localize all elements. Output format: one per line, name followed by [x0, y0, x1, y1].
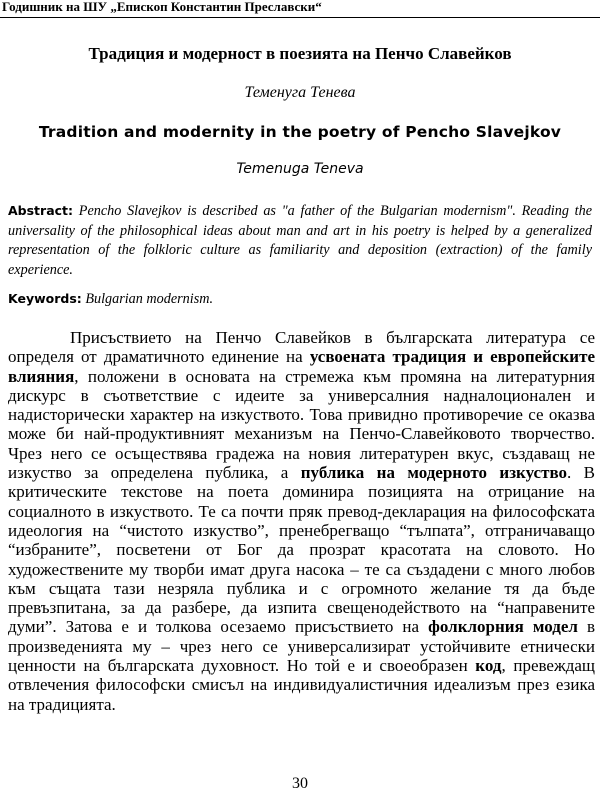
- keywords-label: Keywords:: [8, 291, 82, 306]
- author-name-bulgarian: Теменуга Тенева: [244, 84, 356, 101]
- author-name-english: Temenuga Teneva: [236, 161, 364, 177]
- running-header: [0, 0, 600, 18]
- body-paragraph: [8, 328, 595, 714]
- abstract-label: Abstract:: [8, 203, 74, 218]
- body-text-segment: , положени в основата на стремежа към промяна на литературния дискурс в съответствие с идеите за универсалния надналоционален и надисторически характер на изкуството. Това привидно противоречие се оказва може би най-продуктивният механизъм на Пенчо-Славейковото творчество. Чрез него се осъществява градежа на новия литературен вкус, създаващ не изкуство за определена публика, а: [8, 366, 595, 483]
- body-text-segment: , превеждащ отвлечения философски смисъл на индивидуалистичния идеализъм през езика на традицията.: [8, 656, 595, 714]
- article-title-bulgarian: Традиция и модерност в поезията на Пенчо Славейков: [88, 44, 512, 63]
- page-number: 30: [292, 775, 308, 792]
- running-header-title: Годишник на ШУ „Епископ Константин Преславски“: [2, 0, 322, 14]
- abstract: [8, 201, 592, 280]
- body-emphasis-folklore: фолклорния модел: [428, 617, 578, 637]
- body-text-segment: Присъствието на Пенчо Славейков в българската литература се определя от драматичното единение на: [8, 328, 595, 367]
- keywords: [8, 289, 592, 310]
- article-title-english: Tradition and modernity in the poetry of Pencho Slavejkov: [38, 123, 562, 141]
- body-text-segment: в произведенията му – чрез него се универсализират устойчивите етнически ценности на българската духовност. Но той е и своеобразен: [8, 617, 595, 676]
- body-text-segment: . В критическите текстове на поета доминира позицията на отрицание на социалното в изкуството. Те са почти пряк превод-декларация на философската идеология на “чистото изкуство”, пренебрегващо “тълпата”, отграничаващо “избраните”, посветени от Бог да прозрат красотата на словото. Но художествените му творби имат друга насока – те са създадени с много любов към същата тази незряла публика и с огромното желание тя да бъде превъзпитана, за да разбере, да изпита свещенодейството на “направените думи”. Затова е и толкова осезаемо присъствието на: [8, 463, 595, 637]
- abstract-text: Pencho Slavejkov is described as "a father of the Bulgarian modernism". Reading the universality of the philosophical ideas about man and art in his poetry is helped by a generalized representation of the folkloric culture as familiarity and deposition (extraction) of the family experience.: [8, 203, 593, 278]
- body-emphasis-tradition: усвоената традиция и европейските влияния: [8, 347, 595, 386]
- body-emphasis-public: публика на модерното изкуство: [300, 463, 568, 483]
- keywords-text: Bulgarian modernism.: [85, 291, 214, 307]
- body-emphasis-code: код: [475, 656, 502, 676]
